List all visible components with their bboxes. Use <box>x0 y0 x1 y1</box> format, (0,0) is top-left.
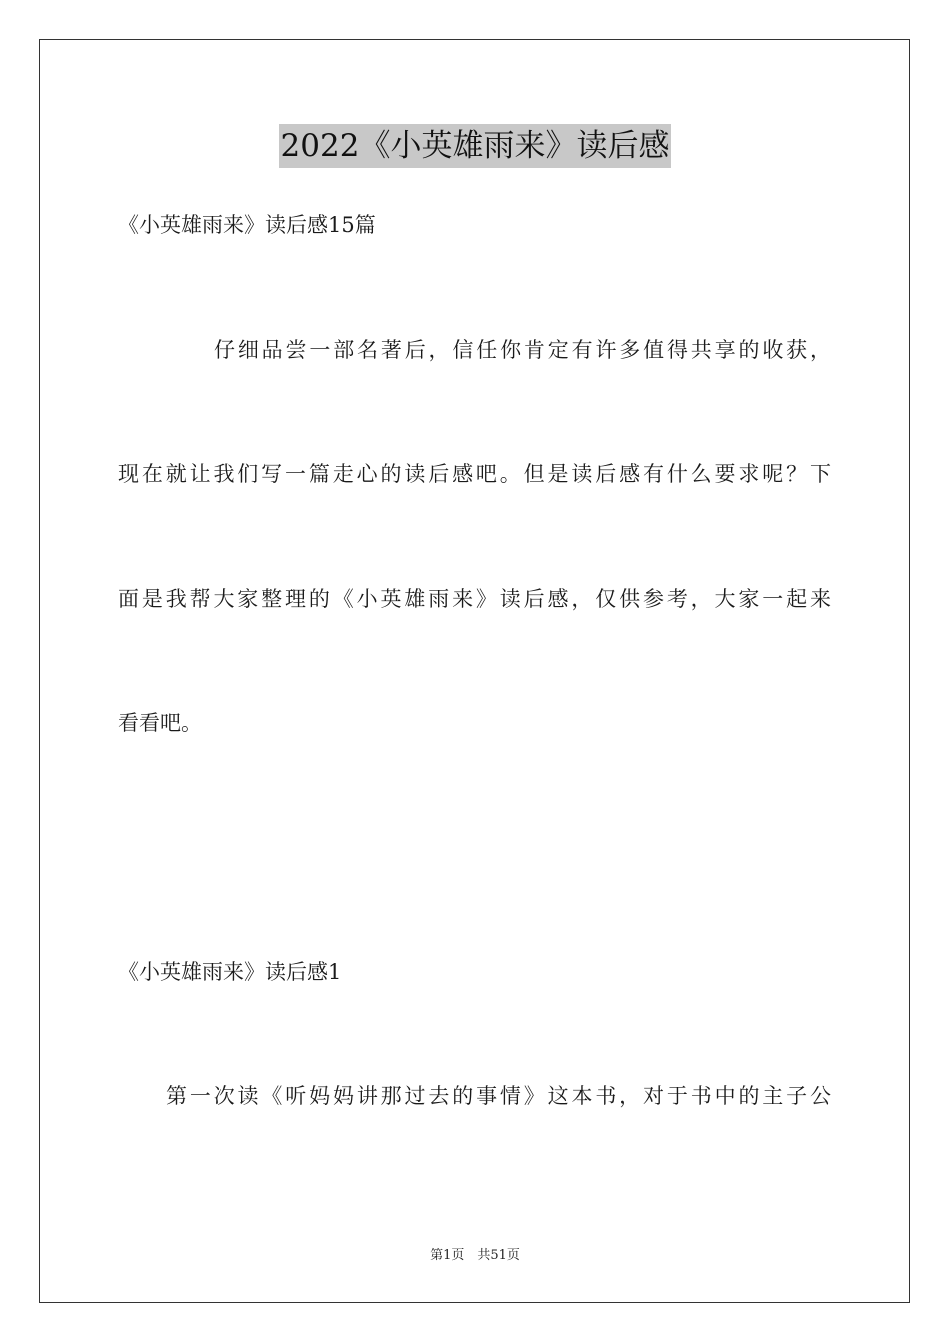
intro-line-4: 看看吧。 <box>118 711 202 735</box>
title-container <box>0 124 950 168</box>
document-subtitle: 《小英雄雨来》读后感15篇 <box>118 213 376 237</box>
intro-line-1: 仔细品尝一部名著后，信任你肯定有许多值得共享的收获， <box>214 338 831 362</box>
intro-line-3: 面是我帮大家整理的《小英雄雨来》读后感，仅供参考，大家一起来 <box>118 587 831 611</box>
intro-line-2: 现在就让我们写一篇走心的读后感吧。但是读后感有什么要求呢？下 <box>118 462 831 486</box>
section-line-1: 第一次读《听妈妈讲那过去的事情》这本书，对于书中的主子公 <box>166 1084 831 1108</box>
section-heading: 《小英雄雨来》读后感1 <box>118 960 342 984</box>
page-footer: 第1页 共51页 <box>430 1248 520 1263</box>
document-title: 2022《小英雄雨来》读后感 <box>279 124 672 168</box>
